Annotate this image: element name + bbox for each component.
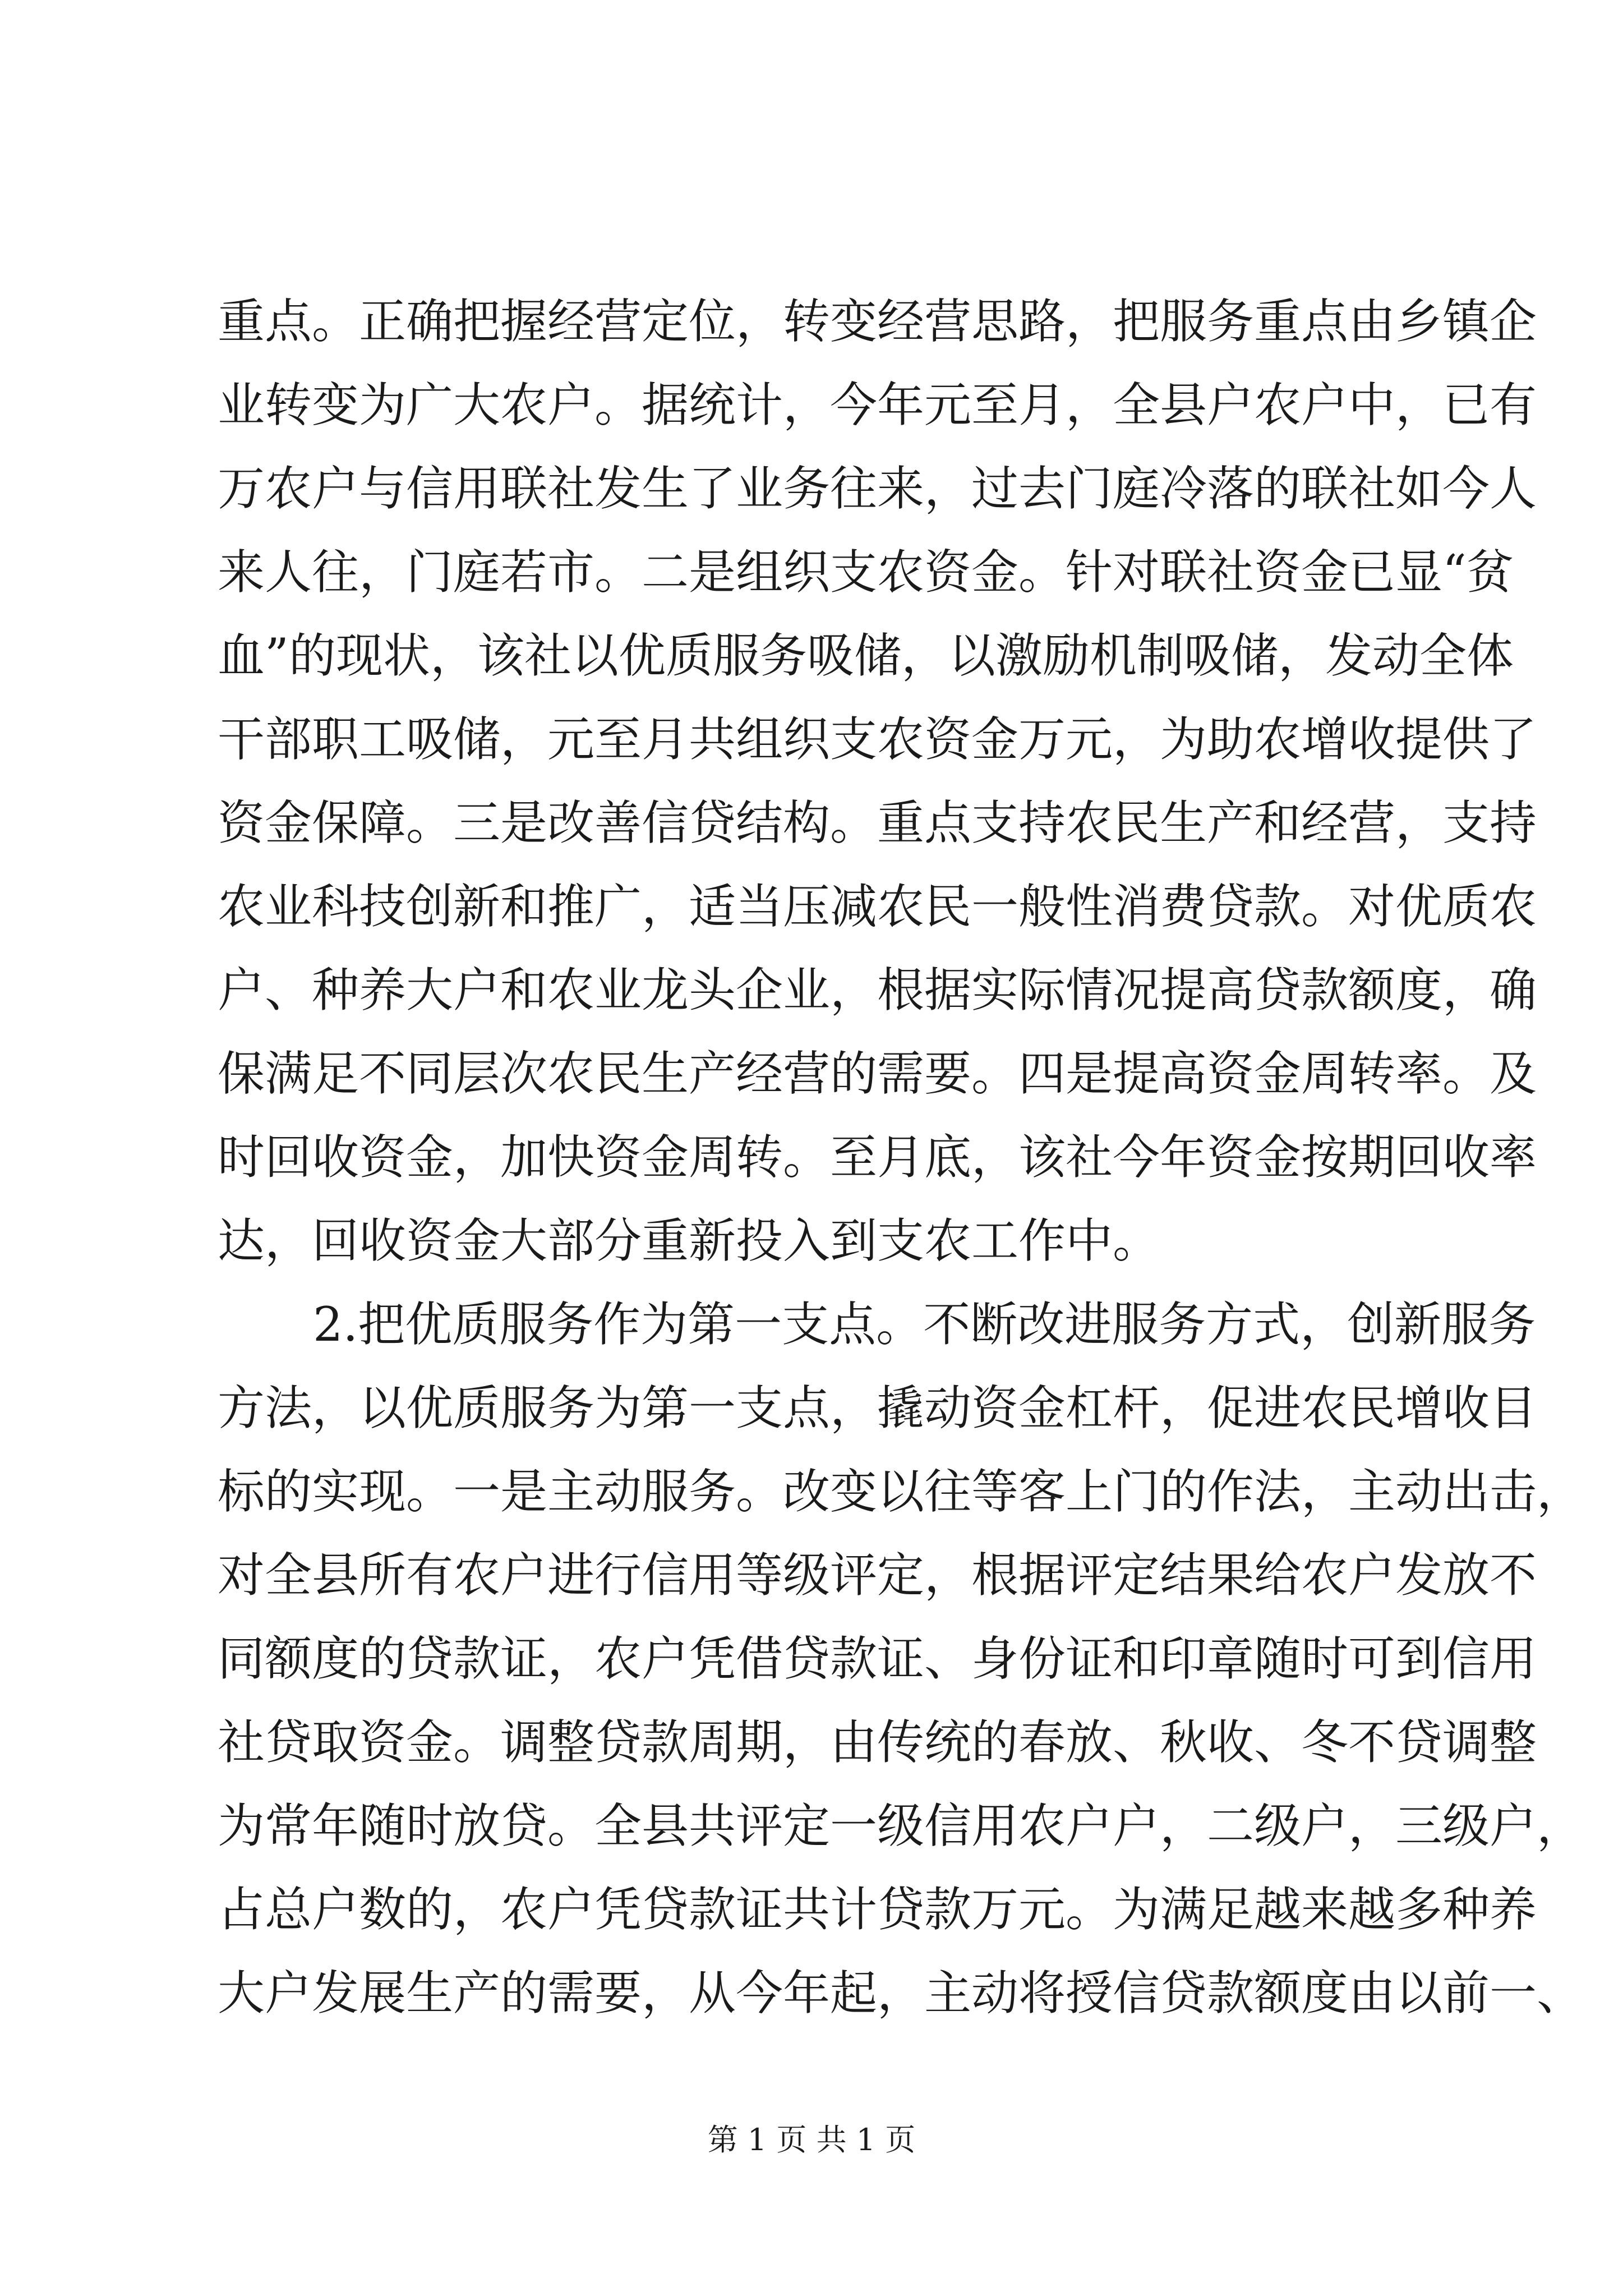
- text-line: 大户发展生产的需要，从今年起，主动将授信贷款额度由以前一、: [218, 1966, 1584, 2021]
- text-line: 户、种养大户和农业龙头企业，根据实际情况提高贷款额度，确: [218, 963, 1537, 1018]
- text-line: 社贷取资金。调整贷款周期，由传统的春放、秋收、冬不贷调整: [218, 1715, 1537, 1770]
- paragraph: [218, 292, 1537, 1271]
- text-line: 农业科技创新和推广，适当压减农民一般性消费贷款。对优质农: [218, 879, 1537, 934]
- document-body: [218, 292, 1584, 2047]
- text-line: 资金保障。三是改善信贷结构。重点支持农民生产和经营，支持: [218, 795, 1537, 850]
- text-line: 标的实现。一是主动服务。改变以往等客上门的作法，主动出击，: [218, 1464, 1584, 1519]
- text-line: 为常年随时放贷。全县共评定一级信用农户户，二级户，三级户，: [218, 1798, 1584, 1853]
- text-line: 重点。正确把握经营定位，转变经营思路，把服务重点由乡镇企: [218, 294, 1537, 349]
- text-line: 2.把优质服务作为第一支点。不断改进服务方式，创新服务: [313, 1297, 1536, 1352]
- paragraph: [218, 1295, 1584, 2023]
- page-footer: 第 1 页 共 1 页: [707, 2122, 916, 2157]
- text-line: 达，回收资金大部分重新投入到支农工作中。: [218, 1213, 1160, 1268]
- text-line: 时回收资金，加快资金周转。至月底，该社今年资金按期回收率: [218, 1130, 1537, 1185]
- text-line: 干部职工吸储，元至月共组织支农资金万元，为助农增收提供了: [218, 712, 1537, 767]
- text-line: 同额度的贷款证，农户凭借贷款证、身份证和印章随时可到信用: [218, 1631, 1537, 1686]
- text-line: 万农户与信用联社发生了业务往来，过去门庭冷落的联社如今人: [218, 461, 1537, 516]
- text-line: 业转变为广大农户。据统计，今年元至月，全县户农户中，已有: [218, 378, 1537, 432]
- text-line: 占总户数的，农户凭贷款证共计贷款万元。为满足越来越多种养: [218, 1882, 1537, 1937]
- text-line: 保满足不同层次农民生产经营的需要。四是提高资金周转率。及: [218, 1046, 1537, 1101]
- text-line: 血”的现状，该社以优质服务吸储，以激励机制吸储，发动全体: [218, 628, 1514, 683]
- text-line: 对全县所有农户进行信用等级评定，根据评定结果给农户发放不: [218, 1548, 1537, 1603]
- text-line: 方法，以优质服务为第一支点，撬动资金杠杆，促进农民增收目: [218, 1381, 1537, 1435]
- text-line: 来人往，门庭若市。二是组织支农资金。针对联社资金已显“贫: [218, 545, 1514, 600]
